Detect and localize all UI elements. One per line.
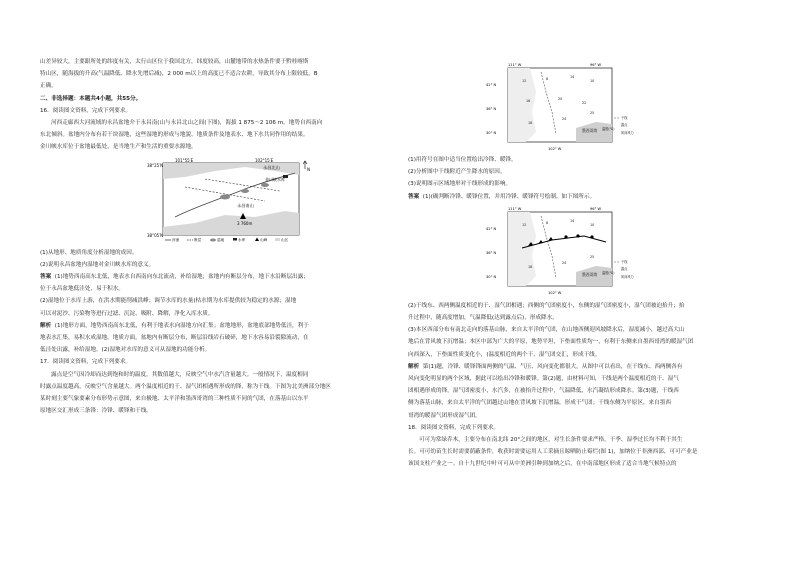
legend-river: 河流 bbox=[172, 237, 180, 242]
svg-text:14: 14 bbox=[570, 75, 575, 79]
lon-bottom-label: 102° W bbox=[548, 290, 562, 295]
q17-paragraph: 某时刻主要气象要素分布形势示意图，来自极地、太平洋和墨西哥湾的三种性质不同的气团，在落基山以东平 bbox=[40, 396, 309, 403]
lat-top-label: 42° N bbox=[486, 226, 497, 231]
analysis-text: (1)地形方面，地势西南高东北低，有利于地表水向湿地方向汇集；盆地地形，盆地底部地势低洼，利于 bbox=[54, 322, 309, 329]
answer-text: 地后在背风坡下沉增温；本区中部为广大的平原，地势平坦，下垫面性质均一，有利于东侧来自墨西哥湾的暖湿气团 bbox=[408, 339, 694, 346]
q18-paragraph: 可可为常绿乔木，主要分布在南北纬 20°之间的地区，对生长条件要求严格，干季、湿季过长均不利于其生 bbox=[419, 437, 683, 444]
analysis-text: 团相遇形成的锋，湿气团密度小，水汽多，在被抬升过程中，气温降低，水汽凝结形成降水。第(3)题，干线西 bbox=[408, 388, 679, 395]
answer-text: (1)(确判断冷锋、暖锋位置，并用冷锋、暖锋符号绘制。如下图所示。 bbox=[422, 193, 596, 200]
analysis-text: 风向变化明显的两个区域，据此可以绘出冷锋和暖锋。第(2)题，由材料可知，干线是两个温度相近的干、湿气 bbox=[408, 376, 679, 383]
svg-text:10: 10 bbox=[590, 79, 595, 83]
svg-text:18: 18 bbox=[528, 121, 533, 125]
q16-paragraph: 河西走廊西大河流域的永昌盆地介于永昌南(山与永昌北山之间(下图)，海拔 1 875～2 106 m，地势自西南向 bbox=[51, 120, 323, 127]
legend-temp: 温度(℃) bbox=[602, 270, 615, 275]
svg-text:25: 25 bbox=[590, 254, 595, 259]
lat-bottom-label: 38°05′N bbox=[147, 232, 164, 238]
legend-wetland: 湿地 bbox=[217, 237, 225, 242]
label-gulf: 墨西哥湾 bbox=[582, 128, 598, 133]
analysis-label: 解析 bbox=[408, 363, 420, 370]
analysis-text: 侧为落基山脉，来自太平洋的气团越过山地在背风坡下沉增温，形成干气团；干线东侧为平原区，来自墨西 bbox=[408, 400, 671, 407]
label-elevation: 3 760m bbox=[237, 220, 253, 226]
section-title: 二、非选择题：本题共4小题，共55分。 bbox=[40, 95, 142, 102]
north-arrow-label: N bbox=[307, 166, 310, 172]
lon-west-label: 111° W bbox=[508, 206, 522, 211]
lat-mid-label: 36° N bbox=[486, 250, 497, 255]
legend-fault: 断层 bbox=[194, 237, 202, 242]
intro-line: 正确。 bbox=[40, 83, 57, 90]
svg-text:25: 25 bbox=[590, 111, 595, 115]
lat-top-label: 42° N bbox=[486, 83, 497, 87]
intro-line: 山差异较大，主要跟所处的纬度有关，太行山区位于我国北方，纬度较高，山麓地带的水热条件要于黔桂喀斯 bbox=[40, 59, 309, 65]
q17-paragraph: 时露点温度越高，反映空气含量越大。两个温度相近的干、湿气团相遇所形成的锋，称为干线。下图为北美洲部分地区 bbox=[40, 383, 331, 390]
lat-bottom-label: 30° N bbox=[486, 274, 497, 279]
legend-dam: 水库 bbox=[238, 237, 246, 242]
q16-subquestion: (2)说明永昌盆地内湿地对金川峡水库的意义。 bbox=[40, 261, 155, 268]
q17-subquestion: (1)用符号在图中适当位置绘出冷锋、暖锋。 bbox=[408, 157, 517, 163]
legend-wind: 风向风力 bbox=[621, 274, 634, 279]
lon-east-label: 96° W bbox=[590, 206, 602, 211]
legend-temp: 温度(℃) bbox=[602, 127, 615, 131]
svg-text:12: 12 bbox=[522, 79, 527, 83]
q17-paragraph: 露点是空气因冷却而达到饱和时的温度，其数值越大，反映空气中水汽含量越大。一般情况下，温度相同 bbox=[51, 371, 309, 378]
map-north-america-weather bbox=[486, 62, 636, 154]
answer-text: 升过程中，随高度增加，气温降低(达到露点后)，形成降水。 bbox=[408, 315, 558, 322]
lon-right-label: 102°15′E bbox=[255, 157, 274, 163]
answer-label: 答案 bbox=[408, 193, 420, 200]
answer-text: (3)本区西部分布有南北走向的落基山脉，来自太平洋的气团，在山地西侧迎风坡降水后，湿度减小，越过高大山 bbox=[408, 327, 685, 334]
legend-mountain: 山区 bbox=[281, 237, 289, 242]
answer-text: 位于永昌盆地低洼处，易于积水。 bbox=[40, 286, 124, 293]
svg-text:24: 24 bbox=[562, 117, 567, 121]
legend-dewpoint: 露点 bbox=[621, 266, 628, 271]
right-column bbox=[408, 0, 780, 471]
legend-dewpoint: 露点 bbox=[621, 123, 628, 127]
lat-mid-label: 36° N bbox=[486, 107, 497, 111]
answer-text: (2)湿地位于水库上游，在洪水期能削减洪峰；调节水库的水量(枯水期为水库提供较为稳定的水源；湿地 bbox=[40, 298, 297, 305]
svg-text:10: 10 bbox=[590, 222, 595, 227]
analysis-label: 解析 bbox=[40, 322, 52, 329]
svg-text:8: 8 bbox=[546, 220, 549, 225]
q16-paragraph: 金川峡水库位于盆地最低处，是当地生产和生活的重要水源地。 bbox=[40, 144, 197, 151]
question-16-heading: 16．阅读图文资料，完成下列要求。 bbox=[40, 107, 132, 114]
label-south-mountain: 永昌南山 bbox=[237, 202, 254, 208]
map-fronts-answer bbox=[486, 206, 636, 298]
question-17-heading: 17．阅读图文资料，完成下列要求。 bbox=[40, 359, 132, 366]
lon-bottom-label: 102° W bbox=[548, 147, 562, 151]
analysis-text: 低洼处出露，补给湿地。(2)湿地对水库的意义可从湿地的功能分析。 bbox=[40, 347, 211, 354]
lon-west-label: 111° W bbox=[508, 63, 522, 67]
svg-text:8: 8 bbox=[546, 77, 549, 81]
analysis-text: 地表水汇集，易积水成湿地。地质方面，盆地内有断层分布，断层沿线岩石破碎，地下水容易沿裂隙流动，在 bbox=[40, 335, 309, 342]
label-gulf: 墨西哥湾 bbox=[582, 271, 598, 277]
lat-bottom-label: 30° N bbox=[486, 131, 497, 135]
lon-east-label: 96° W bbox=[590, 63, 602, 67]
q16-paragraph: 东北倾斜。盆地内分布有若干块湿地，这些湿地的形成与地貌、地质条件及地表水、地下水共同作用的结果。 bbox=[40, 132, 309, 139]
svg-text:12: 12 bbox=[522, 222, 527, 227]
answer-text: (1)地势西南高东北低，地表水自西南向东北流动，补给湿地；盆地内有断层分布，地下水沿断层出露； bbox=[54, 274, 309, 281]
q17-subquestion: (3)说明图示区域地形对干线形成的影响。 bbox=[408, 181, 512, 188]
svg-text:20: 20 bbox=[558, 97, 563, 101]
q17-paragraph: 原地区交汇形成三条锋：冷锋、暖锋和干线。 bbox=[40, 408, 152, 415]
svg-text:18: 18 bbox=[528, 264, 533, 269]
legend-dryline: 干线 bbox=[621, 116, 628, 120]
question-18-heading: 18．阅读图文资料，完成下列要求。 bbox=[408, 424, 500, 431]
answer-text: 向西深入，下垫面性质变化小，(温度相近的两个干、湿气团交汇，形成干线。 bbox=[408, 351, 601, 358]
lon-left-label: 101°55′E bbox=[175, 157, 194, 163]
legend-peak: 山峰 bbox=[260, 237, 268, 242]
analysis-text: 哥湾的暖湿气团形成湿气团。 bbox=[408, 412, 481, 419]
label-reservoir: 金川峡水库 bbox=[265, 176, 285, 182]
q17-subquestion: (2)分析图中干线附近产生降水的原因。 bbox=[408, 169, 506, 176]
answer-text: (2)干线东、西两侧温度相近的干、湿气团相遇；西侧的气团密度小，东侧的湿气团密度小，湿气团被迫抬升；抬 bbox=[408, 302, 685, 309]
q18-paragraph: 该国支柱产业之一。自十九世纪中叶可可从中美洲引种到加纳之后，在中南部地区形成了适合当地气候特点的 bbox=[408, 461, 677, 468]
svg-text:14: 14 bbox=[570, 218, 575, 223]
analysis-text: 第(1)题，冷锋、暖锋锋面两侧的气温、气压、风向变化都很大，从图中可以看出，在干线东、西两侧各有 bbox=[422, 363, 683, 370]
lat-top-label: 38°25′N bbox=[147, 162, 164, 168]
intro-line: 特山区，随海拔的升高(气温降低、降水先增后减)，2 000 m以上的高度已不适合农耕，导致其分布上限较低，B bbox=[40, 71, 318, 78]
legend-dryline: 干线 bbox=[621, 259, 628, 264]
answer-label: 答案 bbox=[40, 274, 52, 281]
q18-paragraph: 长。可可幼苗生长时需要荫蔽条件，收获时需要运用人工采摘且晾晒防止霉烂(图 1)，加纳位于非洲西部，可可产业是 bbox=[408, 449, 698, 456]
left-column bbox=[40, 0, 412, 417]
answer-text: 可以对泥沙、污染物等进行过滤、沉淀、吸附、降解，净化入库水质。 bbox=[40, 310, 214, 317]
q16-subquestion: (1)从地形、地质角度分析湿地的成因。 bbox=[40, 249, 138, 256]
svg-text:22: 22 bbox=[582, 101, 587, 105]
map-yongchang-basin bbox=[145, 157, 325, 245]
legend-wind: 风向风力 bbox=[621, 131, 634, 135]
svg-text:24: 24 bbox=[562, 260, 567, 265]
svg-text:16: 16 bbox=[526, 99, 531, 103]
label-north-mountain: 永昌北山 bbox=[263, 164, 280, 170]
